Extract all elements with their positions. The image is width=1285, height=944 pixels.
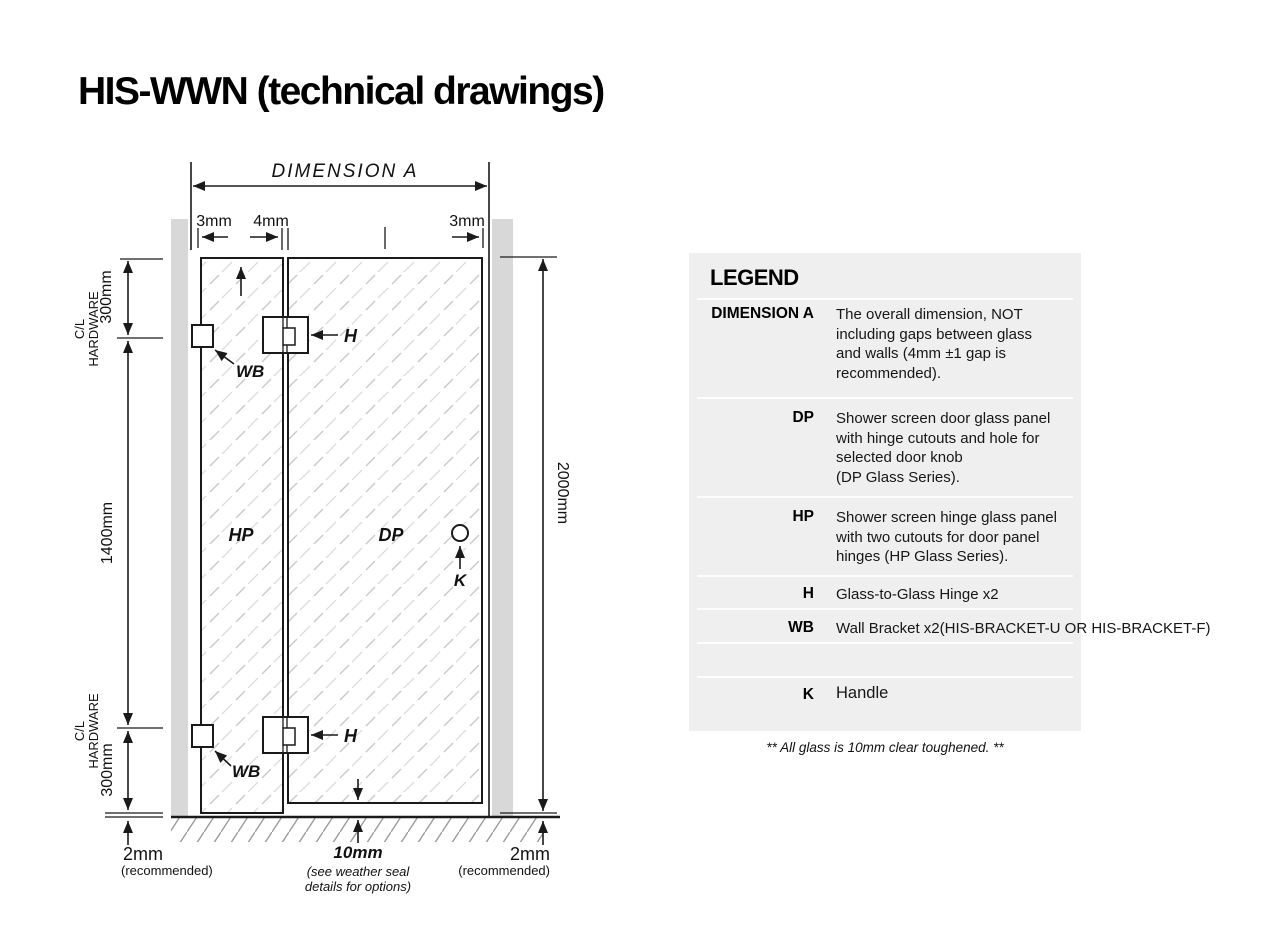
hinge-bottom-label: H: [344, 726, 357, 746]
floor-gap-right-label: 2mm: [510, 844, 550, 864]
cl-hardware-bottom-line2: HARDWARE: [86, 693, 101, 769]
left-dimensions: [72, 259, 163, 845]
legend-divider: [697, 496, 1073, 498]
legend-divider: [697, 608, 1073, 610]
legend-desc-dimension-a: The overall dimension, NOT including gaps between glass and walls (4mm ±1 gap is recommended).: [836, 306, 1032, 382]
top-gap-dimensions: [196, 213, 485, 250]
handle-label: K: [453, 571, 467, 590]
floor: [105, 813, 560, 842]
legend-term-dimension-a: DIMENSION A: [711, 305, 814, 322]
floor-gap-left-note: (recommended): [121, 863, 213, 878]
dim-2000-label: 2000mm: [554, 461, 571, 525]
floor-gap-right-note: (recommended): [458, 863, 550, 878]
legend-desc-dp: Shower screen door glass panel with hinge cutouts and hole for selected door knob (DP Glass Series).: [836, 410, 1051, 486]
gap-mid-label: 4mm: [253, 213, 289, 230]
legend-header: LEGEND: [710, 265, 799, 290]
legend-divider: [697, 575, 1073, 577]
legend-divider: [697, 676, 1073, 678]
dim-300-top-label: 300mm: [98, 270, 115, 324]
dim-300-bottom-label: 300mm: [99, 743, 116, 797]
door-panel-label: DP: [378, 525, 404, 545]
legend-panel: [689, 253, 1211, 731]
legend-term-h: H: [802, 585, 814, 602]
handle-knob-icon: [452, 525, 468, 541]
right-wall: [492, 219, 513, 817]
legend-desc-hp: Shower screen hinge glass panel with two cutouts for door panel hinges (HP Glass Series).: [836, 509, 1057, 565]
floor-gap-left-label: 2mm: [123, 844, 163, 864]
cl-hardware-top-line1: C/L: [72, 318, 87, 340]
hinge-panel-label: HP: [228, 525, 254, 545]
hinge-top-label: H: [344, 326, 357, 346]
bottom-annotations: [121, 843, 550, 894]
legend-desc-wb: Wall Bracket x2(HIS-BRACKET-U OR HIS-BRACKET-F): [836, 620, 1211, 637]
cl-hardware-top-line2: HARDWARE: [86, 291, 101, 367]
left-wall: [171, 219, 188, 817]
dim-1400-label: 1400mm: [99, 501, 116, 565]
wall-bracket-bottom-label: WB: [232, 762, 261, 781]
legend-term-wb: WB: [788, 619, 814, 636]
gap-left-label: 3mm: [196, 213, 232, 230]
dimension-a-label: DIMENSION A: [271, 161, 419, 182]
legend-divider: [697, 397, 1073, 399]
cl-hardware-bottom-line1: C/L: [72, 720, 87, 742]
legend-term-hp: HP: [792, 508, 814, 525]
wall-bracket-top-label: WB: [236, 362, 265, 381]
legend-divider: [697, 642, 1073, 644]
seal-note-line2: details for options): [304, 879, 412, 894]
floor-gap-center-label: 10mm: [333, 843, 383, 862]
legend-desc-h: Glass-to-Glass Hinge x2: [836, 586, 999, 603]
legend-term-k: K: [802, 686, 814, 703]
legend-divider: [697, 298, 1073, 300]
page-title: HIS-WWN (technical drawings): [78, 70, 604, 113]
gap-right-label: 3mm: [449, 213, 485, 230]
legend-desc-k: Handle: [836, 684, 889, 702]
legend-term-dp: DP: [792, 409, 814, 426]
legend-footnote: ** All glass is 10mm clear toughened. **: [766, 740, 1004, 755]
seal-note-line1: (see weather seal: [306, 864, 410, 879]
